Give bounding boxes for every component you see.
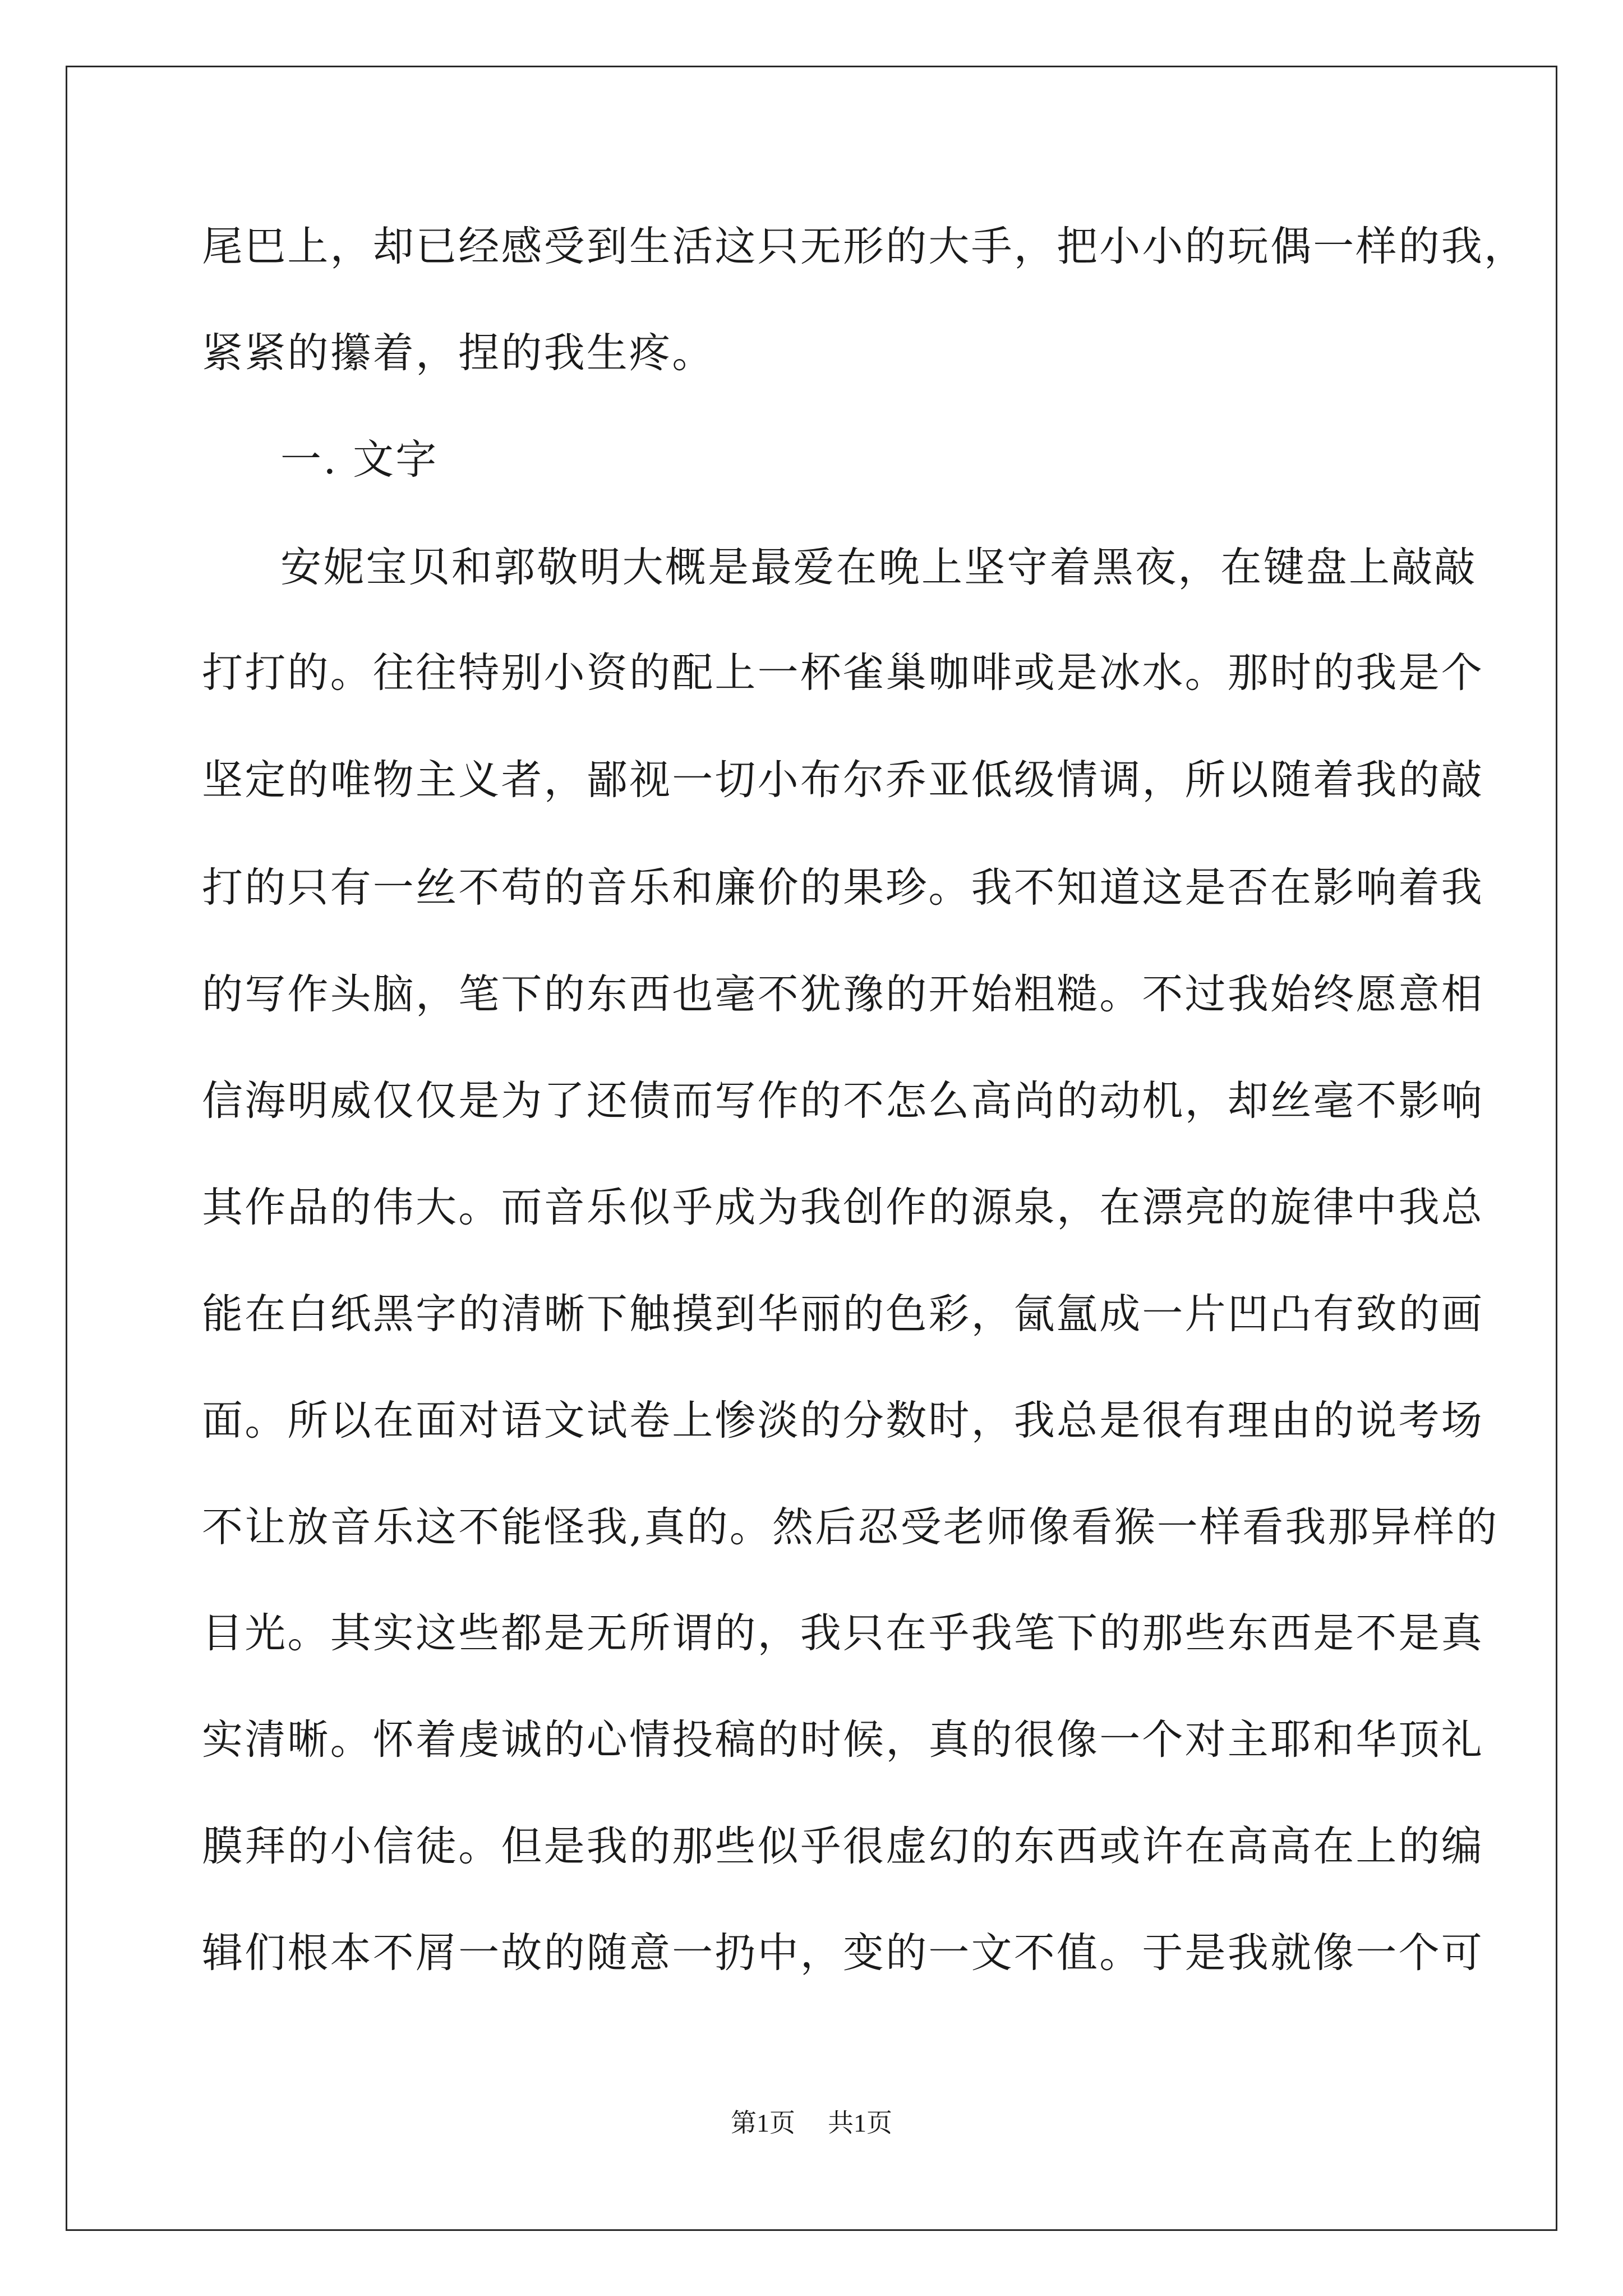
page-border <box>66 66 1557 2231</box>
text-line: 信海明威仅仅是为了还债而写作的不怎么高尚的动机，却丝毫不影响 <box>202 1077 1484 1125</box>
text-line: 不让放音乐这不能怪我,真的。然后忍受老师像看猴一样看我那异样的 <box>202 1503 1499 1551</box>
text-line: 安妮宝贝和郭敬明大概是最爱在晚上坚守着黑夜，在键盘上敲敲 <box>280 544 1477 591</box>
text-line: 打打的。往往特别小资的配上一杯雀巢咖啡或是冰水。那时的我是个 <box>202 649 1484 697</box>
text-line: 能在白纸黑字的清晰下触摸到华丽的色彩，氤氲成一片凹凸有致的画 <box>202 1290 1484 1338</box>
text-line: 目光。其实这些都是无所谓的，我只在乎我笔下的那些东西是不是真 <box>202 1609 1484 1657</box>
text-line: 实清晰。怀着虔诚的心情投稿的时候，真的很像一个对主耶和华顶礼 <box>202 1716 1484 1764</box>
text-line: 辑们根本不屑一故的随意一扔中，变的一文不值。于是我就像一个可 <box>202 1929 1484 1977</box>
text-line: 坚定的唯物主义者，鄙视一切小布尔乔亚低级情调，所以随着我的敲 <box>202 756 1484 804</box>
text-line: 膜拜的小信徒。但是我的那些似乎很虚幻的东西或许在高高在上的编 <box>202 1823 1484 1870</box>
page-footer <box>0 2106 1623 2140</box>
text-line: 打的只有一丝不苟的音乐和廉价的果珍。我不知道这是否在影响着我 <box>202 864 1484 912</box>
text-line: 面。所以在面对语文试卷上惨淡的分数时，我总是很有理由的说考场 <box>202 1397 1484 1444</box>
text-line: 其作品的伟大。而音乐似乎成为我创作的源泉，在漂亮的旋律中我总 <box>202 1184 1484 1231</box>
text-line: 紧紧的攥着，捏的我生疼。 <box>202 329 715 377</box>
text-line: 的写作头脑，笔下的东西也毫不犹豫的开始粗糙。不过我始终愿意相 <box>202 970 1484 1018</box>
text-line: 尾巴上，却已经感受到生活这只无形的大手，把小小的玩偶一样的我， <box>202 223 1527 270</box>
section-heading: 一. 文字 <box>280 436 439 484</box>
page-number-total: 共1页 <box>828 2109 892 2137</box>
page-number-current: 第1页 <box>731 2109 795 2137</box>
